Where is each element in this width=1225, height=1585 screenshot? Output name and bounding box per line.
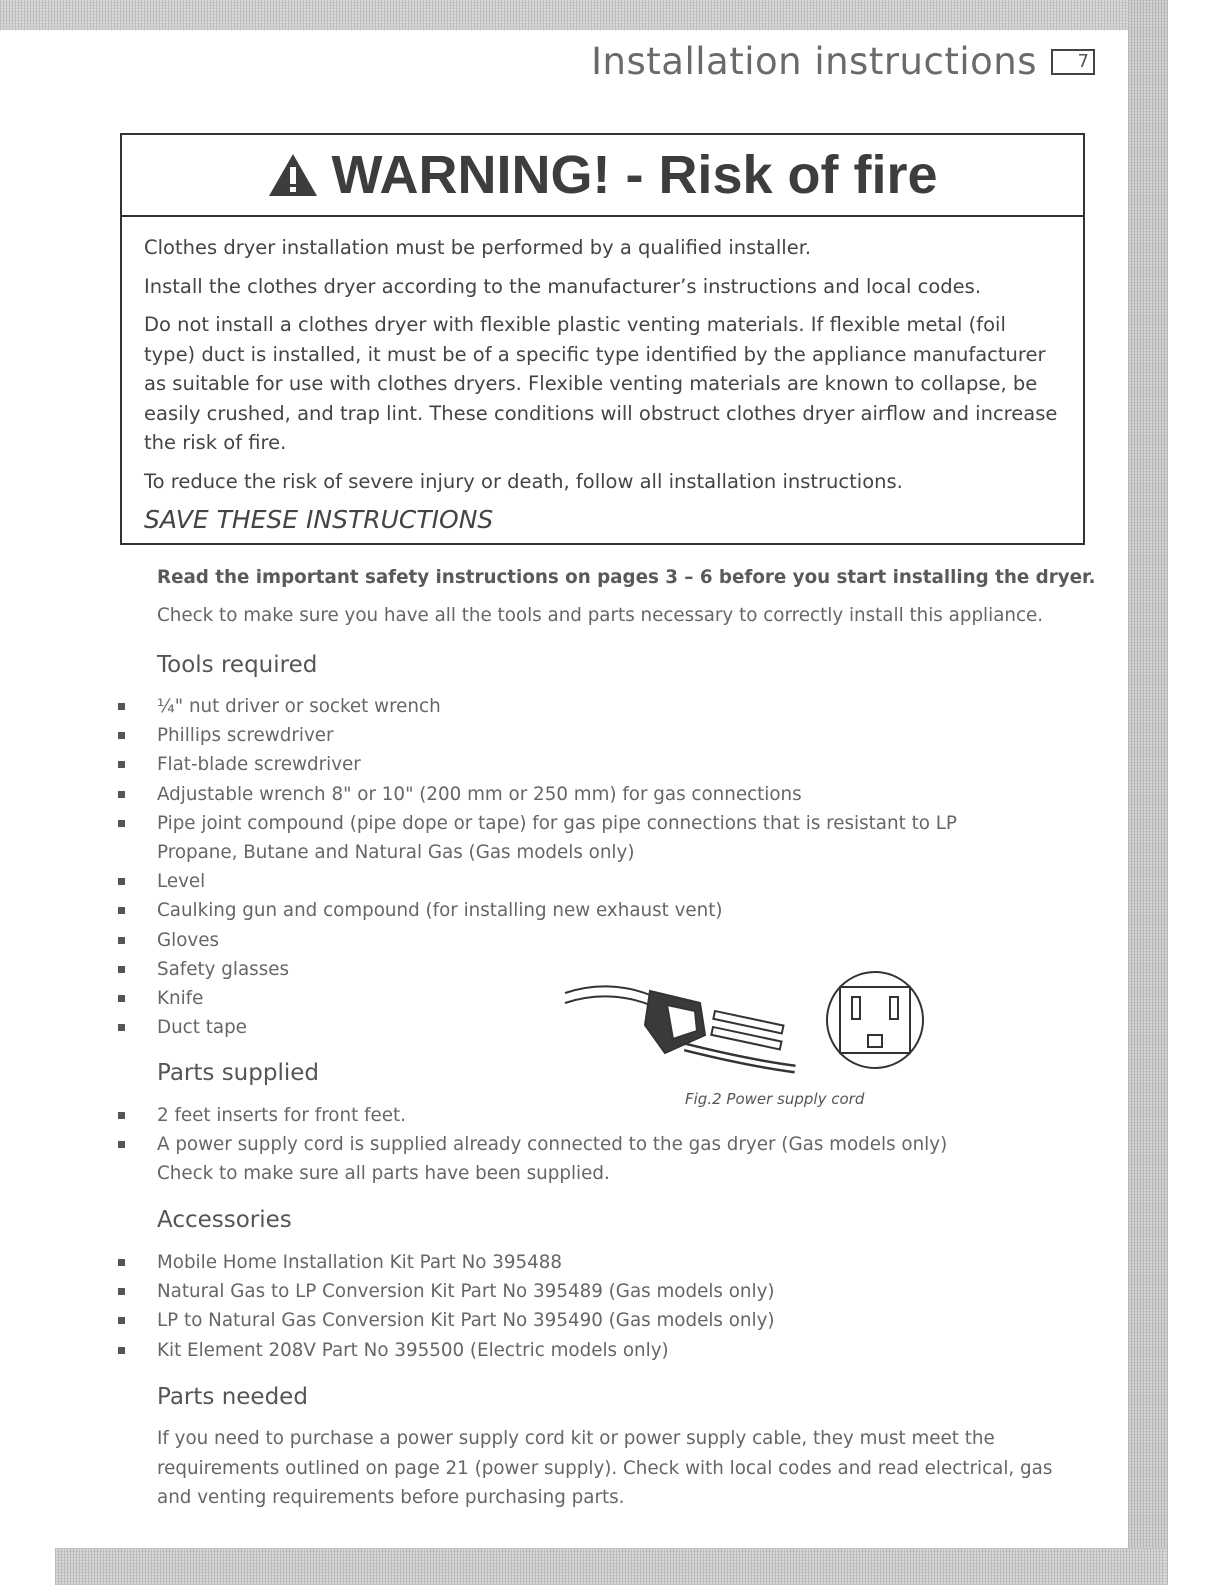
list-item: Gloves [115, 926, 1015, 955]
list-item: A power supply cord is supplied already connected to the gas dryer (Gas models only) Check to make sure all parts have been supplied. [115, 1130, 987, 1188]
accessories-list [115, 1248, 1015, 1365]
scan-border-right [1128, 0, 1168, 1585]
page-title: Installation instructions [591, 40, 1037, 83]
parts-list [115, 1101, 1015, 1189]
page-header [591, 40, 1095, 83]
scan-border-bottom [55, 1548, 1165, 1585]
list-item: Level [115, 867, 1015, 896]
warning-triangle-icon [267, 152, 319, 198]
list-item: Duct tape [115, 1013, 1015, 1042]
warning-body [122, 217, 1083, 535]
list-item: Phillips screwdriver [115, 721, 1015, 750]
parts-needed-text: If you need to purchase a power supply cord kit or power supply cable, they must meet the requirements outlined on page 21 (power supply). Check with local codes and read electrical, gas and venting requirements before purchasing parts. [157, 1428, 1053, 1508]
list-item: Pipe joint compound (pipe dope or tape) for gas pipe connections that is resistant to LP Propane, Butane and Natural Gas (Gas models only) [115, 809, 987, 867]
warning-paragraph: Clothes dryer installation must be performed by a qualified installer. [144, 236, 812, 259]
warning-title: WARNING! - Risk of fire [331, 145, 938, 205]
list-item: LP to Natural Gas Conversion Kit Part No 395490 (Gas models only) [115, 1306, 1015, 1335]
check-note: Check to make sure you have all the tools and parts necessary to correctly install this appliance. [157, 605, 1044, 626]
list-item: 2 feet inserts for front feet. [115, 1101, 1015, 1130]
accessories-heading: Accessories [157, 1207, 292, 1233]
list-item: Caulking gun and compound (for installing new exhaust vent) [115, 896, 1015, 925]
list-item: Mobile Home Installation Kit Part No 395488 [115, 1248, 1015, 1277]
power-cord-figure [555, 965, 935, 1075]
list-item: Natural Gas to LP Conversion Kit Part No 395489 (Gas models only) [115, 1277, 1015, 1306]
save-instructions: SAVE THESE INSTRUCTIONS [144, 505, 494, 534]
parts-needed-heading: Parts needed [157, 1384, 308, 1410]
list-item: Kit Element 208V Part No 395500 (Electric models only) [115, 1336, 1015, 1365]
warning-box [120, 133, 1085, 545]
list-item: Safety glasses [115, 955, 1015, 984]
intro [157, 563, 1096, 631]
scan-border-top [0, 0, 1140, 30]
plug-icon [565, 986, 795, 1069]
page-number: 7 [1051, 49, 1095, 75]
outlet-icon [827, 972, 923, 1068]
figure-caption: Fig.2 Power supply cord [685, 1090, 865, 1108]
list-item: Adjustable wrench 8" or 10" (200 mm or 250 mm) for gas connections [115, 780, 1015, 809]
warning-paragraph: Do not install a clothes dryer with flexible plastic venting materials. If flexible metal (foil type) duct is installed, it must be of a specific type identified by the appliance manufacturer as suitable for use with clothes dryers. Flexible venting materials are known to collapse, be easily crushed, and trap lint. These conditions will obstruct clothes dryer airflow and increase the risk of fire. [144, 313, 1058, 454]
list-item: ¼" nut driver or socket wrench [115, 692, 1015, 721]
warning-paragraph: Install the clothes dryer according to the manufacturer’s instructions and local codes. [144, 274, 982, 298]
warning-header [122, 135, 1083, 217]
tools-heading: Tools required [157, 652, 318, 678]
list-item: Knife [115, 984, 1015, 1013]
warning-paragraph: To reduce the risk of severe injury or death, follow all installation instructions. [144, 469, 903, 493]
safety-lead: Read the important safety instructions on pages 3 – 6 before you start installing the dryer. [157, 567, 1096, 588]
parts-heading: Parts supplied [157, 1060, 319, 1086]
list-item: Flat-blade screwdriver [115, 750, 1015, 779]
